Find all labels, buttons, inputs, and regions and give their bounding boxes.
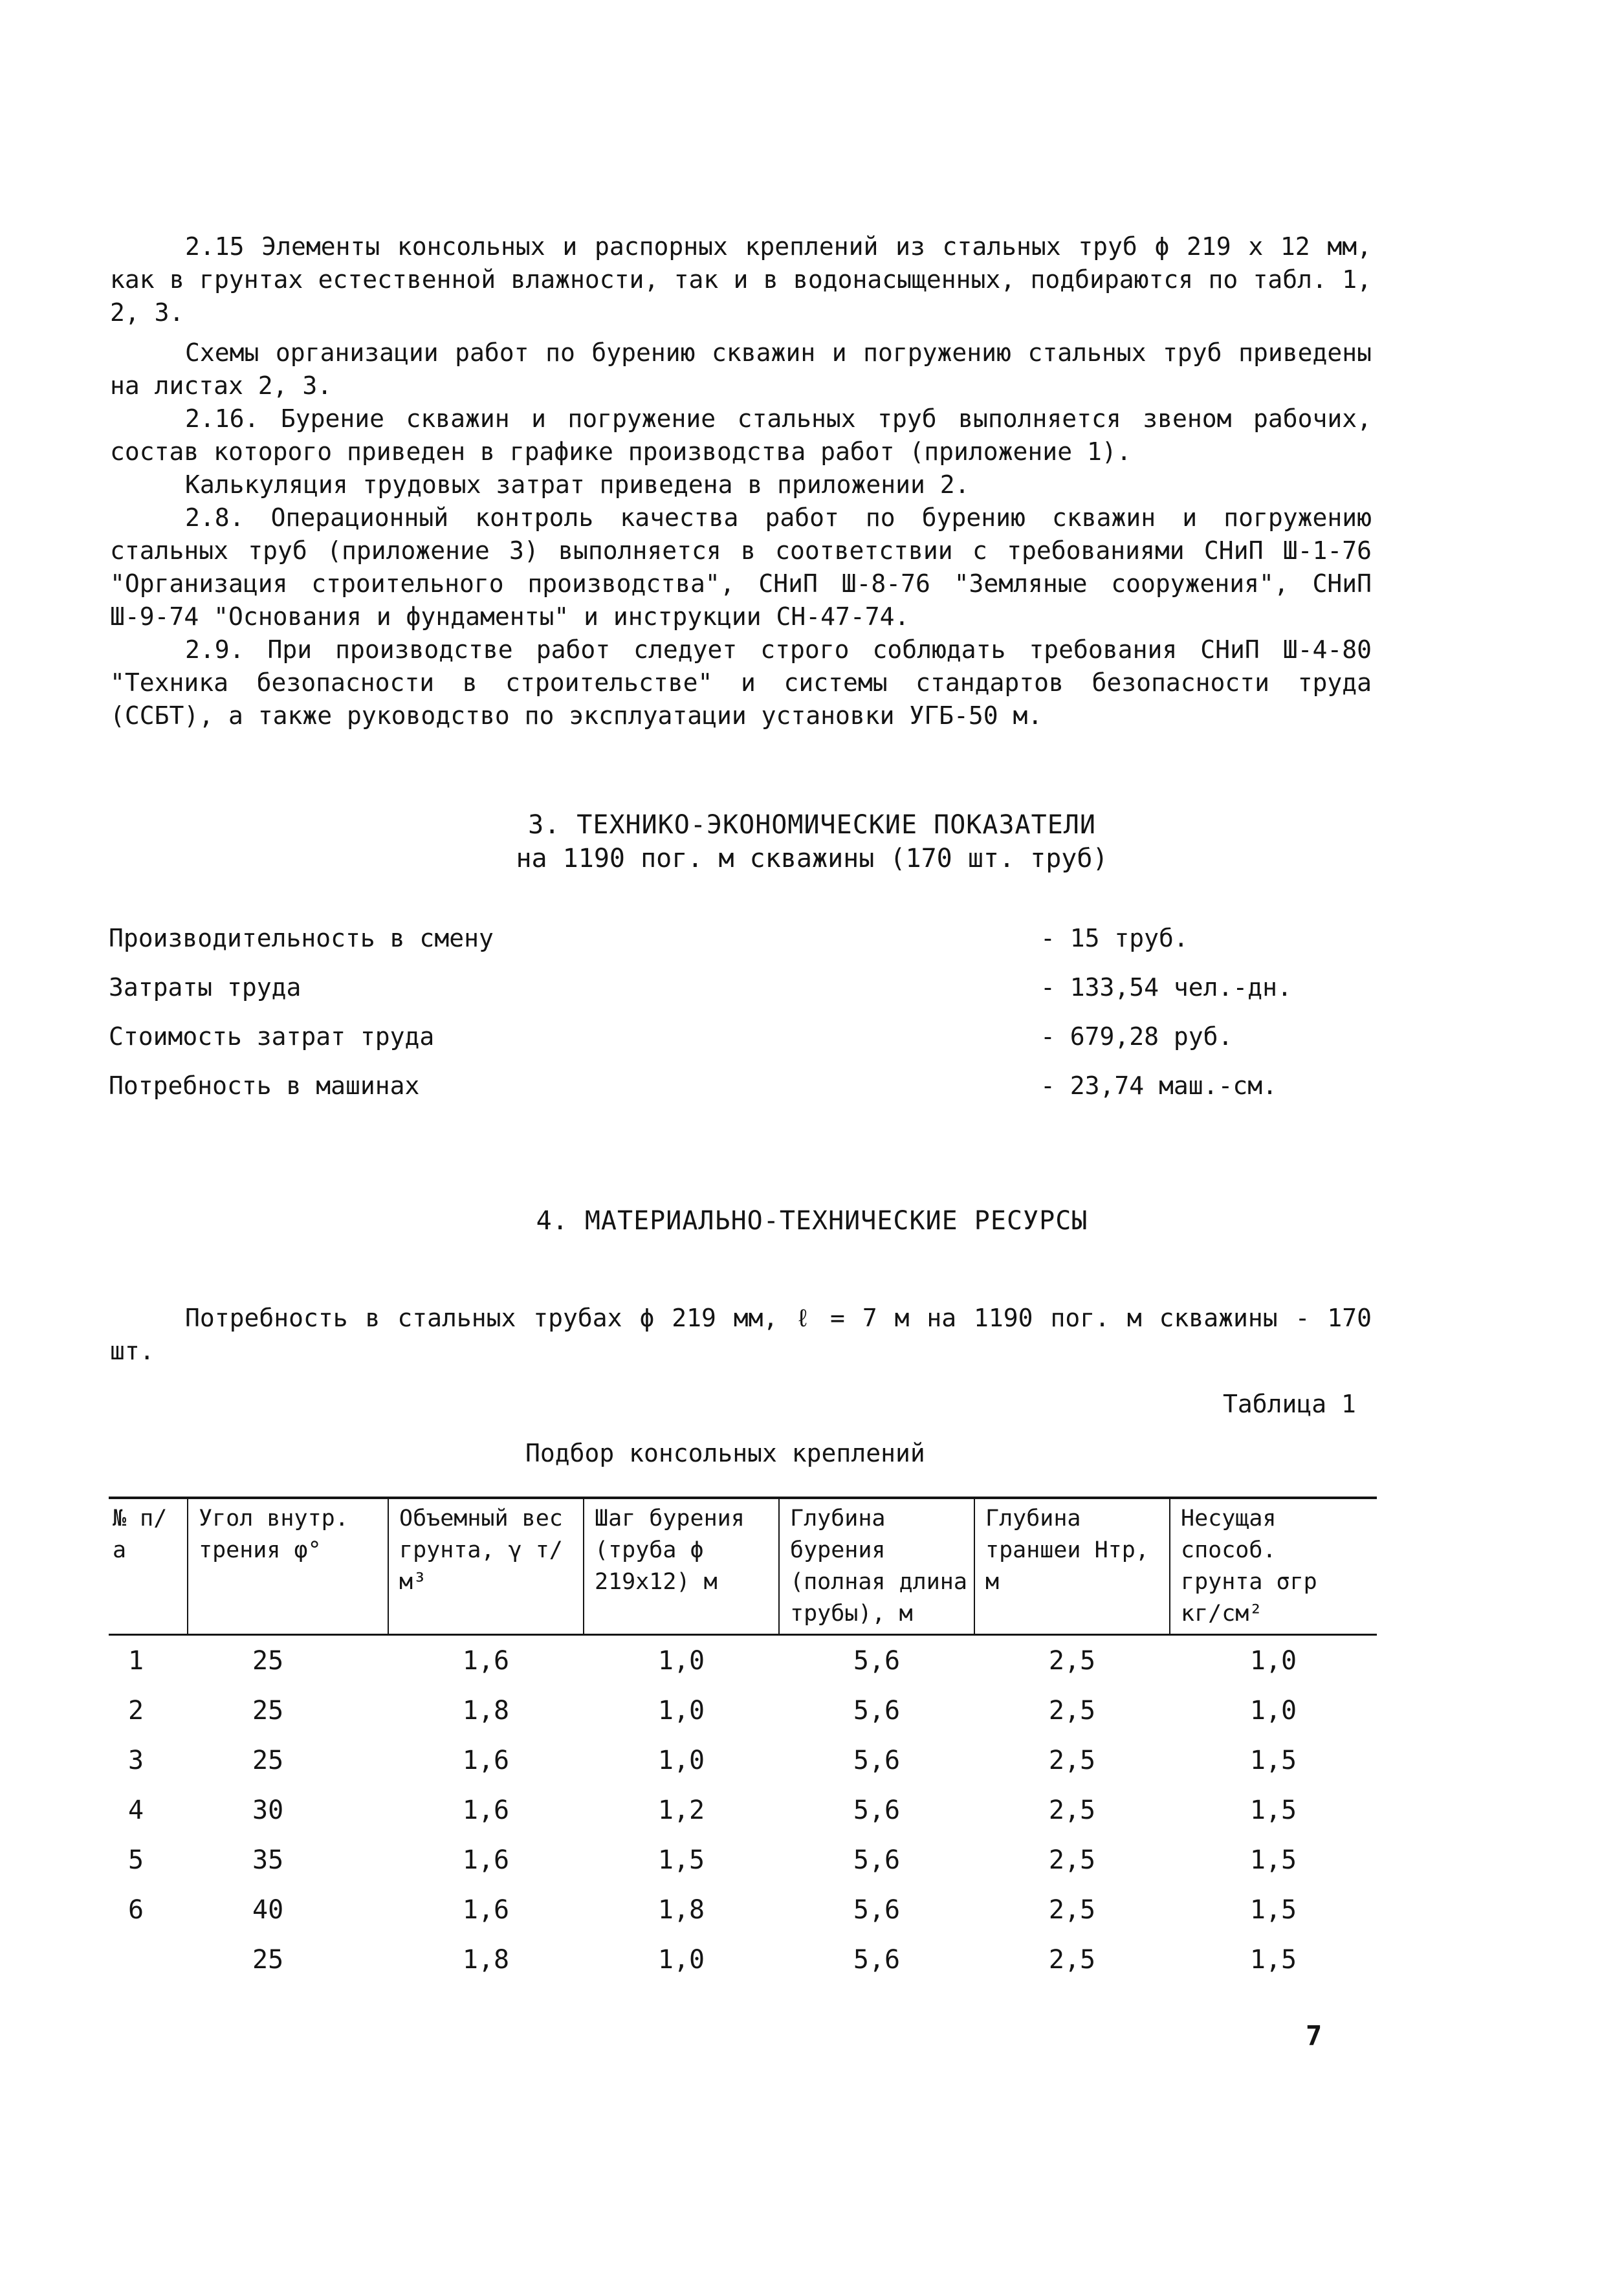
- table-cell: 5,6: [853, 1944, 901, 1975]
- table-label: Таблица 1: [1223, 1390, 1356, 1418]
- table-cell: 25: [252, 1695, 284, 1726]
- table-cell: 1: [128, 1645, 144, 1676]
- table-cell: 40: [252, 1894, 284, 1925]
- table-row: [109, 1735, 1377, 1785]
- table-cell: 1,0: [657, 1695, 705, 1726]
- indicator-label: Затраты труда: [109, 973, 302, 1002]
- indicator-row: [109, 973, 1292, 1012]
- table-cell: 3: [128, 1745, 144, 1775]
- table-cell: 1,0: [657, 1645, 705, 1676]
- header-bearing-capacity: Несущая способ. грунта σгр кг/см²: [1170, 1498, 1377, 1635]
- table-cell: 1,6: [462, 1645, 510, 1676]
- table-cell: 5,6: [853, 1845, 901, 1875]
- table-cell: 2,5: [1048, 1845, 1096, 1875]
- indicator-label: Производительность в смену: [109, 924, 494, 952]
- table-row: [109, 1685, 1377, 1735]
- table-cell: 5: [128, 1845, 144, 1875]
- table-cell: 2,5: [1048, 1944, 1096, 1975]
- table-row: [109, 1885, 1377, 1935]
- table-cell: 1,6: [462, 1894, 510, 1925]
- table-cell: 1,8: [657, 1894, 705, 1925]
- header-soil-weight: Объемный вес грунта, γ т/м³: [388, 1498, 584, 1635]
- header-drilling-depth: Глубина бурения (полная длина трубы), м: [779, 1498, 974, 1635]
- table-cell: 6: [128, 1894, 144, 1925]
- header-number: № п/а: [109, 1498, 188, 1635]
- header-friction-angle: Угол внутр. трения φ°: [188, 1498, 388, 1635]
- paragraph-2-9: 2.9. При производстве работ следует строго соблюдать требования СНиП Ш-4-80 "Техника безопасности в строительстве" и системы стандартов безопасности труда (ССБТ), а также руководство по эксплуатации установки УГБ-50 м.: [110, 635, 1372, 730]
- table-row: [109, 1785, 1377, 1835]
- table-cell: 25: [252, 1745, 284, 1775]
- table-cell: 5,6: [853, 1745, 901, 1775]
- table-cell: 1,8: [462, 1695, 510, 1726]
- table-cell: 1,5: [1249, 1944, 1297, 1975]
- indicator-value: - 133,54 чел.-дн.: [1040, 973, 1292, 1002]
- table-cell: [109, 1935, 188, 1984]
- indicator-row: [109, 1071, 1278, 1110]
- table-cell: 1,6: [462, 1845, 510, 1875]
- table-cell: 1,0: [1249, 1695, 1297, 1726]
- indicator-value: - 23,74 маш.-см.: [1040, 1071, 1278, 1100]
- table-cell: 5,6: [853, 1645, 901, 1676]
- table-cell: 1,8: [462, 1944, 510, 1975]
- table-cell: 5,6: [853, 1894, 901, 1925]
- table-cell: 1,6: [462, 1745, 510, 1775]
- table-row: [109, 1835, 1377, 1885]
- indicator-row: [109, 1022, 1273, 1061]
- paragraph-2-16: 2.16. Бурение скважин и погружение стальных труб выполняется звеном рабочих, состав которого приведен в графике производства работ (приложение 1).: [110, 404, 1372, 466]
- table-cell: 4: [128, 1795, 144, 1825]
- table-cell: 2,5: [1048, 1695, 1096, 1726]
- table-cell: 5,6: [853, 1695, 901, 1726]
- paragraph-2-8: 2.8. Операционный контроль качества работ по бурению скважин и погружению стальных труб (приложение 3) выполняется в соответствии с требованиями СНиП Ш-1-76 "Организация строительного производства", СНиП Ш-8-76 "Земляные сооружения", СНиП Ш-9-74 "Основания и фундаменты" и инструкции СН-47-74.: [110, 503, 1372, 631]
- table-cell: 25: [252, 1944, 284, 1975]
- indicator-row: [109, 924, 1273, 963]
- table-cell: 35: [252, 1845, 284, 1875]
- table-cell: 5,6: [853, 1795, 901, 1825]
- table-row: [109, 1635, 1377, 1686]
- table-cell: 1,2: [657, 1795, 705, 1825]
- paragraph-calculation: Калькуляция трудовых затрат приведена в приложении 2.: [185, 470, 970, 499]
- section-4-title: 4. МАТЕРИАЛЬНО-ТЕХНИЧЕСКИЕ РЕСУРСЫ: [536, 1206, 1088, 1236]
- indicator-value: - 15 труб.: [1040, 924, 1189, 952]
- table-cell: 1,5: [1249, 1795, 1297, 1825]
- table-cell: 2,5: [1048, 1745, 1096, 1775]
- table-cell: 2,5: [1048, 1645, 1096, 1676]
- table-caption: Подбор консольных креплений: [525, 1439, 925, 1467]
- table-cell: 2: [128, 1695, 144, 1726]
- table-cell: 1,5: [1249, 1745, 1297, 1775]
- table-cell: 1,0: [657, 1745, 705, 1775]
- table-cell: 30: [252, 1795, 284, 1825]
- page-number: 7: [1306, 2020, 1322, 2052]
- indicator-value: - 679,28 руб.: [1040, 1022, 1233, 1051]
- table-header-row: [109, 1498, 1377, 1635]
- header-trench-depth: Глубина траншеи Нтр, м: [974, 1498, 1170, 1635]
- table-cell: 2,5: [1048, 1894, 1096, 1925]
- section-3-title: 3. ТЕХНИКО-ЭКОНОМИЧЕСКИЕ ПОКАЗАТЕЛИ: [528, 810, 1096, 840]
- paragraph-2-15: 2.15 Элементы консольных и распорных креплений из стальных труб ϕ 219 х 12 мм, как в грунтах естественной влажности, так и в водонасыщенных, подбираются по табл. 1, 2, 3.: [110, 232, 1372, 327]
- table-cell: 2,5: [1048, 1795, 1096, 1825]
- table-cell: 25: [252, 1645, 284, 1676]
- indicator-label: Стоимость затрат труда: [109, 1022, 435, 1051]
- consoles-table: [109, 1497, 1377, 1984]
- table-cell: 1,0: [1249, 1645, 1297, 1676]
- table-cell: 1,5: [657, 1845, 705, 1875]
- table-cell: 1,6: [462, 1795, 510, 1825]
- table-cell: 1,0: [657, 1944, 705, 1975]
- paragraph-schemes: Схемы организации работ по бурению скважин и погружению стальных труб приведены на листах 2, 3.: [110, 338, 1372, 400]
- table-cell: 1,5: [1249, 1894, 1297, 1925]
- paragraph-pipe-demand: Потребность в стальных трубах ϕ 219 мм, ℓ = 7 м на 1190 пог. м скважины - 170 шт.: [110, 1304, 1372, 1365]
- indicator-label: Потребность в машинах: [109, 1071, 420, 1100]
- table-cell: 1,5: [1249, 1845, 1297, 1875]
- section-3-subtitle: на 1190 пог. м скважины (170 шт. труб): [516, 844, 1108, 873]
- table-row: [109, 1935, 1377, 1984]
- header-drilling-step: Шаг бурения (труба ϕ 219х12) м: [584, 1498, 779, 1635]
